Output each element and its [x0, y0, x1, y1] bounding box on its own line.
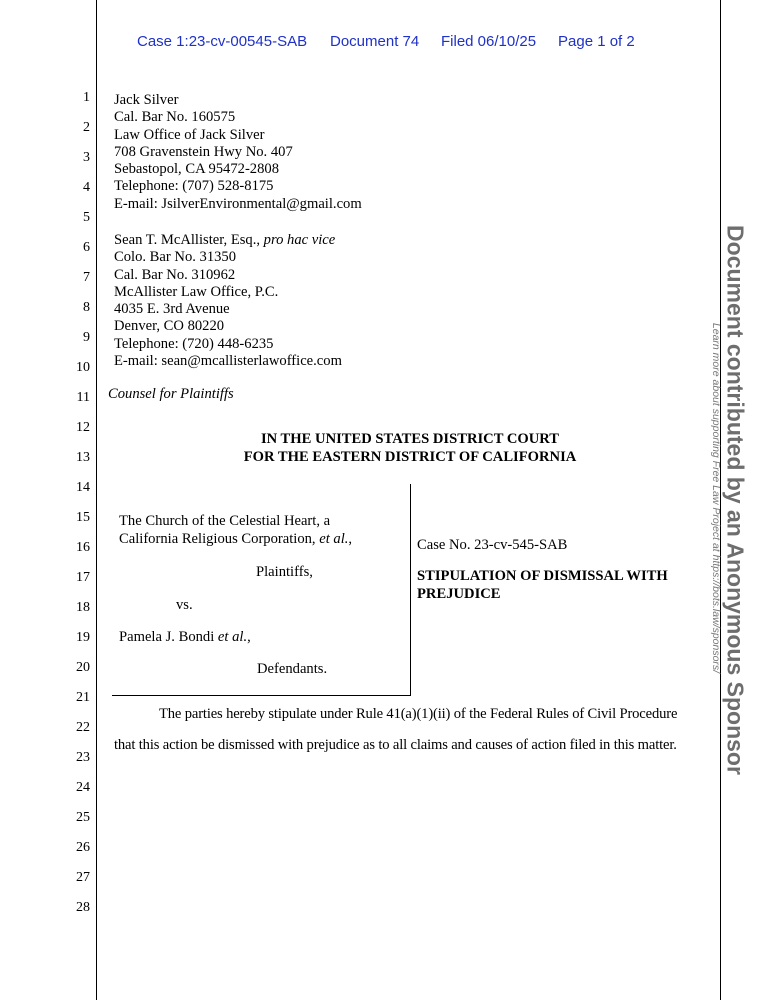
line-number: 19 — [76, 630, 90, 645]
attorney-city: Sebastopol, CA 95472-2808 — [114, 161, 279, 178]
line-number: 16 — [76, 540, 90, 555]
line-number: 14 — [76, 480, 90, 495]
attorney-block-silver — [114, 92, 362, 213]
header-case-number: Case 1:23-cv-00545-SAB — [137, 33, 308, 50]
attorney-name: Jack Silver — [114, 92, 179, 108]
line-number: 10 — [76, 360, 90, 375]
line-number: 5 — [83, 210, 90, 225]
defendants-label: Defendants. — [257, 661, 328, 677]
line-number: 4 — [83, 180, 90, 195]
line-number: 27 — [76, 870, 90, 885]
sponsor-link-note: Learn more about supporting Free Law Project at https://bots.law/sponsors/ — [710, 322, 722, 674]
plaintiff-et-al: et al. — [319, 531, 349, 547]
line-number: 21 — [76, 690, 90, 705]
line-number: 11 — [76, 390, 90, 405]
case-number: Case No. 23-cv-545-SAB — [417, 537, 568, 553]
line-number: 26 — [76, 840, 90, 855]
line-number: 3 — [83, 150, 90, 165]
attorney-street: 4035 E. 3rd Avenue — [114, 301, 230, 318]
line-number: 9 — [83, 330, 90, 345]
attorney-city: Denver, CO 80220 — [114, 318, 225, 335]
sponsor-watermark: Document contributed by an Anonymous Sponsor — [722, 225, 749, 775]
defendant-et-al: et al. — [217, 629, 248, 645]
body-paragraph-line1: The parties hereby stipulate under Rule 41(a)(1)(ii) of the Federal Rules of Civil Procedure — [159, 706, 678, 722]
pro-hac-vice: pro hac vice — [263, 232, 336, 248]
court-heading-line2: FOR THE EASTERN DISTRICT OF CALIFORNIA — [243, 448, 577, 465]
versus: vs. — [176, 597, 193, 613]
line-number: 22 — [76, 720, 90, 735]
header-document-number: Document 74 — [330, 33, 420, 50]
attorney-email: E-mail: JsilverEnvironmental@gmail.com — [114, 195, 362, 212]
attorney-phone: Telephone: (720) 448-6235 — [114, 335, 274, 352]
line-number: 1 — [83, 90, 90, 105]
defendant-name — [119, 629, 251, 647]
attorney-bar-number-colo: Colo. Bar No. 31350 — [114, 249, 237, 266]
attorney-phone: Telephone: (707) 528-8175 — [114, 178, 274, 195]
left-margin-rule — [96, 0, 97, 1000]
header-page-count: Page 1 of 2 — [558, 33, 635, 50]
line-number: 6 — [83, 240, 90, 255]
document-title-line2: PREJUDICE — [417, 585, 501, 602]
line-number: 18 — [76, 600, 90, 615]
attorney-email: E-mail: sean@mcallisterlawoffice.com — [114, 353, 342, 370]
defendant-comma: , — [247, 629, 251, 645]
plaintiff-corp: California Religious Corporation, — [119, 531, 320, 547]
counsel-for-plaintiffs: Counsel for Plaintiffs — [108, 386, 234, 402]
line-number: 23 — [76, 750, 90, 765]
line-number: 17 — [76, 570, 90, 585]
attorney-firm: Law Office of Jack Silver — [114, 126, 265, 143]
attorney-bar-number: Cal. Bar No. 160575 — [114, 109, 236, 126]
document-title — [417, 568, 668, 603]
line-number: 7 — [83, 270, 90, 285]
plaintiff-name-line2 — [119, 531, 352, 549]
line-number: 12 — [76, 420, 90, 435]
line-number: 28 — [76, 900, 90, 915]
court-heading-line1: IN THE UNITED STATES DISTRICT COURT — [260, 431, 560, 447]
plaintiff-name-line1: The Church of the Celestial Heart, a — [119, 513, 331, 529]
line-number: 20 — [76, 660, 90, 675]
line-number: 2 — [83, 120, 90, 135]
line-number: 8 — [83, 300, 90, 315]
attorney-bar-number-cal: Cal. Bar No. 310962 — [114, 266, 236, 283]
attorney-firm: McAllister Law Office, P.C. — [114, 283, 279, 300]
body-paragraph-line2: that this action be dismissed with prejudice as to all claims and causes of action filed in this matter. — [114, 737, 677, 753]
court-heading — [110, 431, 710, 466]
defendant: Pamela J. Bondi — [119, 629, 218, 645]
plaintiff-comma: , — [348, 531, 353, 547]
line-number: 13 — [76, 450, 90, 465]
plaintiffs-label: Plaintiffs, — [256, 564, 313, 580]
line-number: 15 — [76, 510, 90, 525]
attorney-name-line — [114, 232, 342, 249]
line-number: 24 — [76, 780, 90, 795]
header-filed-date: Filed 06/10/25 — [441, 33, 537, 50]
line-number: 25 — [76, 810, 90, 825]
ecf-header — [0, 33, 773, 53]
document-title-line1: STIPULATION OF DISMISSAL WITH — [417, 568, 668, 584]
attorney-block-mcallister — [114, 232, 342, 370]
attorney-name: Sean T. McAllister, Esq., — [114, 232, 264, 248]
attorney-street: 708 Gravenstein Hwy No. 407 — [114, 143, 293, 160]
